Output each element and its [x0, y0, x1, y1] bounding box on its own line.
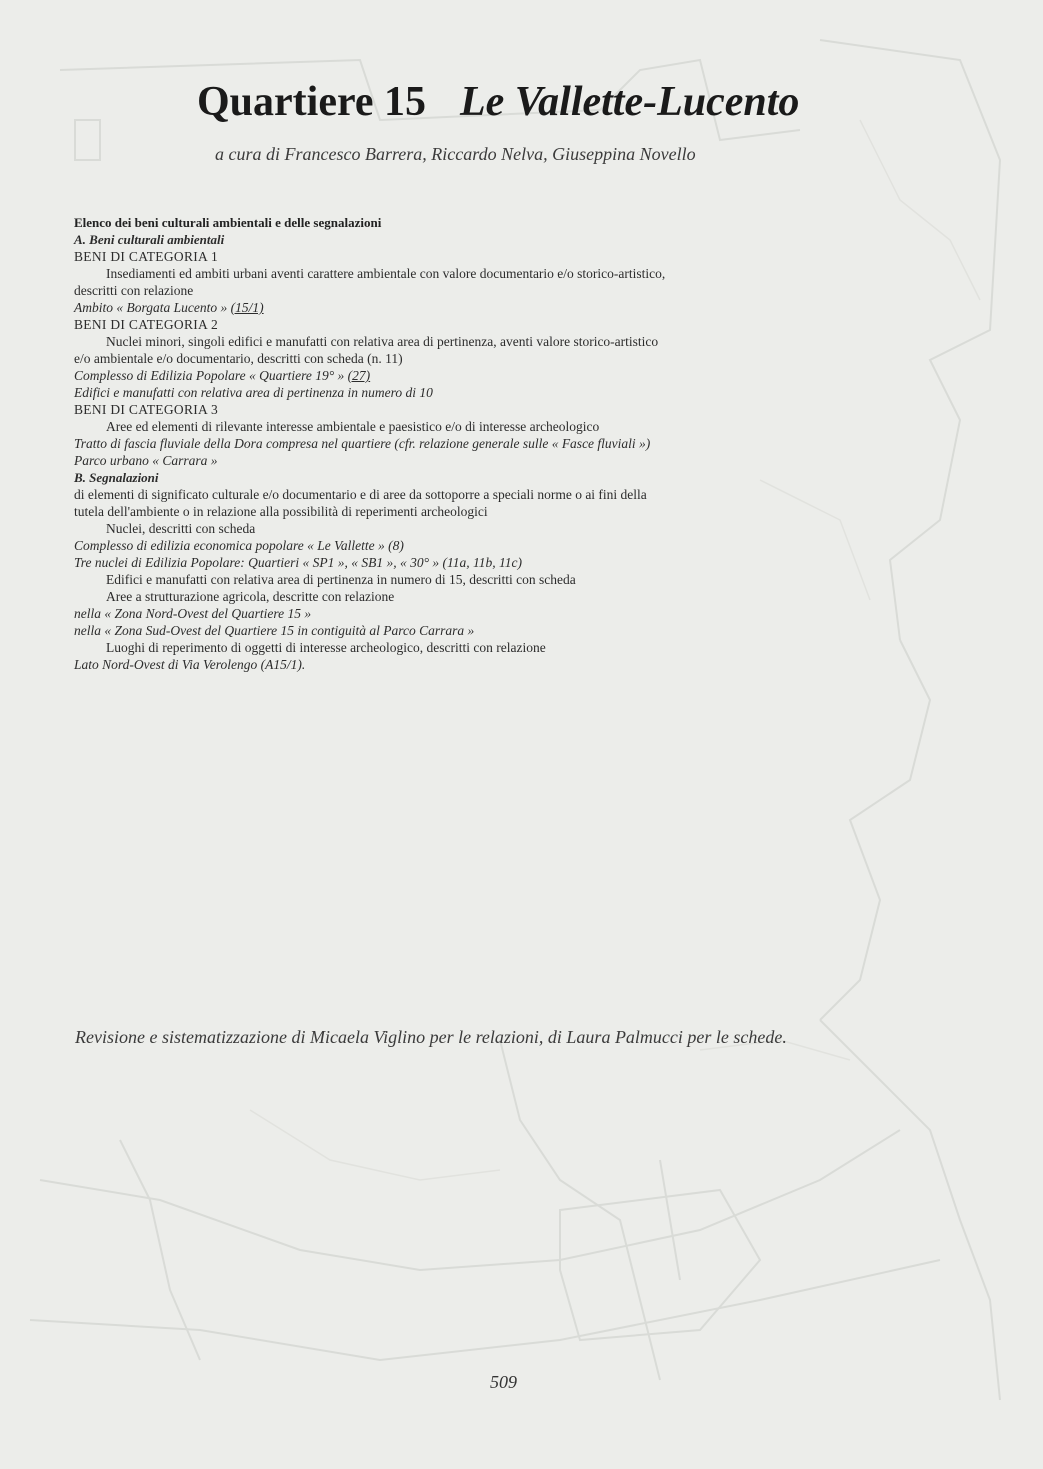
content-body: [74, 214, 674, 673]
category-1-title: BENI DI CATEGORIA 1: [74, 249, 219, 264]
category-1-item-ref: (15/1): [230, 300, 264, 315]
luoghi-label: Luoghi di reperimento di oggetti di interesse archeologico, descritti con relazione: [106, 640, 546, 655]
category-3-title: BENI DI CATEGORIA 3: [74, 402, 219, 417]
aree-label: Aree a strutturazione agricola, descritte con relazione: [106, 589, 395, 604]
page-title: [197, 78, 799, 126]
section-a-heading: A. Beni culturali ambientali: [74, 232, 225, 247]
category-1-description: Insediamenti ed ambiti urbani aventi carattere ambientale con valore documentario e/o storico-artistico, descritti con relazione: [74, 266, 666, 298]
title-quarter-name: Le Vallette-Lucento: [460, 79, 800, 125]
category-2-buildings-count: Edifici e manufatti con relativa area di pertinenza in numero di 10: [74, 385, 433, 400]
list-heading: Elenco dei beni culturali ambientali e delle segnalazioni: [74, 215, 382, 230]
luoghi-item-verolengo: Lato Nord-Ovest di Via Verolengo (A15/1).: [74, 657, 306, 672]
page-number: 509: [490, 1372, 517, 1392]
nuclei-label: Nuclei, descritti con scheda: [106, 521, 256, 536]
page-subtitle-authors: a cura di Francesco Barrera, Riccardo Nelva, Giuseppina Novello: [215, 144, 696, 164]
category-3-description: Aree ed elementi di rilevante interesse ambientale e paesistico e/o di interesse archeologico: [106, 419, 600, 434]
aree-item-nord-ovest: nella « Zona Nord-Ovest del Quartiere 15 »: [74, 606, 312, 621]
edifici-label: Edifici e manufatti con relativa area di pertinenza in numero di 15, descritti con scheda: [106, 572, 576, 587]
category-2-description: Nuclei minori, singoli edifici e manufatti con relativa area di pertinenza, aventi valore storico-artistico e/o ambientale e/o documentario, descritti con scheda (n. 11): [74, 334, 659, 366]
nuclei-item-vallette: Complesso di edilizia economica popolare « Le Vallette » (8): [74, 538, 404, 553]
category-2-title: BENI DI CATEGORIA 2: [74, 317, 219, 332]
category-3-item-park: Parco urbano « Carrara »: [74, 453, 218, 468]
category-1-item-text: Ambito « Borgata Lucento »: [74, 300, 231, 315]
revision-credits: Revisione e sistematizzazione di Micaela Viglino per le relazioni, di Laura Palmucci per le schede.: [75, 1027, 787, 1047]
category-3-item-river: Tratto di fascia fluviale della Dora compresa nel quartiere (cfr. relazione generale sulle « Fasce fluviali »): [74, 436, 651, 451]
category-2-item-text: Complesso di Edilizia Popolare « Quartiere 19° »: [74, 368, 348, 383]
nuclei-item-three-nuclei: Tre nuclei di Edilizia Popolare: Quartieri « SP1 », « SB1 », « 30° » (11a, 11b, 11c): [74, 555, 522, 570]
title-quarter-number: Quartiere 15: [197, 79, 426, 125]
section-b-heading: B. Segnalazioni: [74, 470, 159, 485]
aree-item-sud-ovest: nella « Zona Sud-Ovest del Quartiere 15 in contiguità al Parco Carrara »: [74, 623, 475, 638]
category-2-item: [74, 367, 674, 384]
section-b-intro: di elementi di significato culturale e/o documentario e di aree da sottoporre a speciali norme o ai fini della tutela dell'ambiente o in relazione alla possibilità di reperimenti archeologici: [74, 487, 647, 519]
category-2-item-ref: (27): [347, 368, 371, 383]
category-1-item: [74, 299, 674, 316]
